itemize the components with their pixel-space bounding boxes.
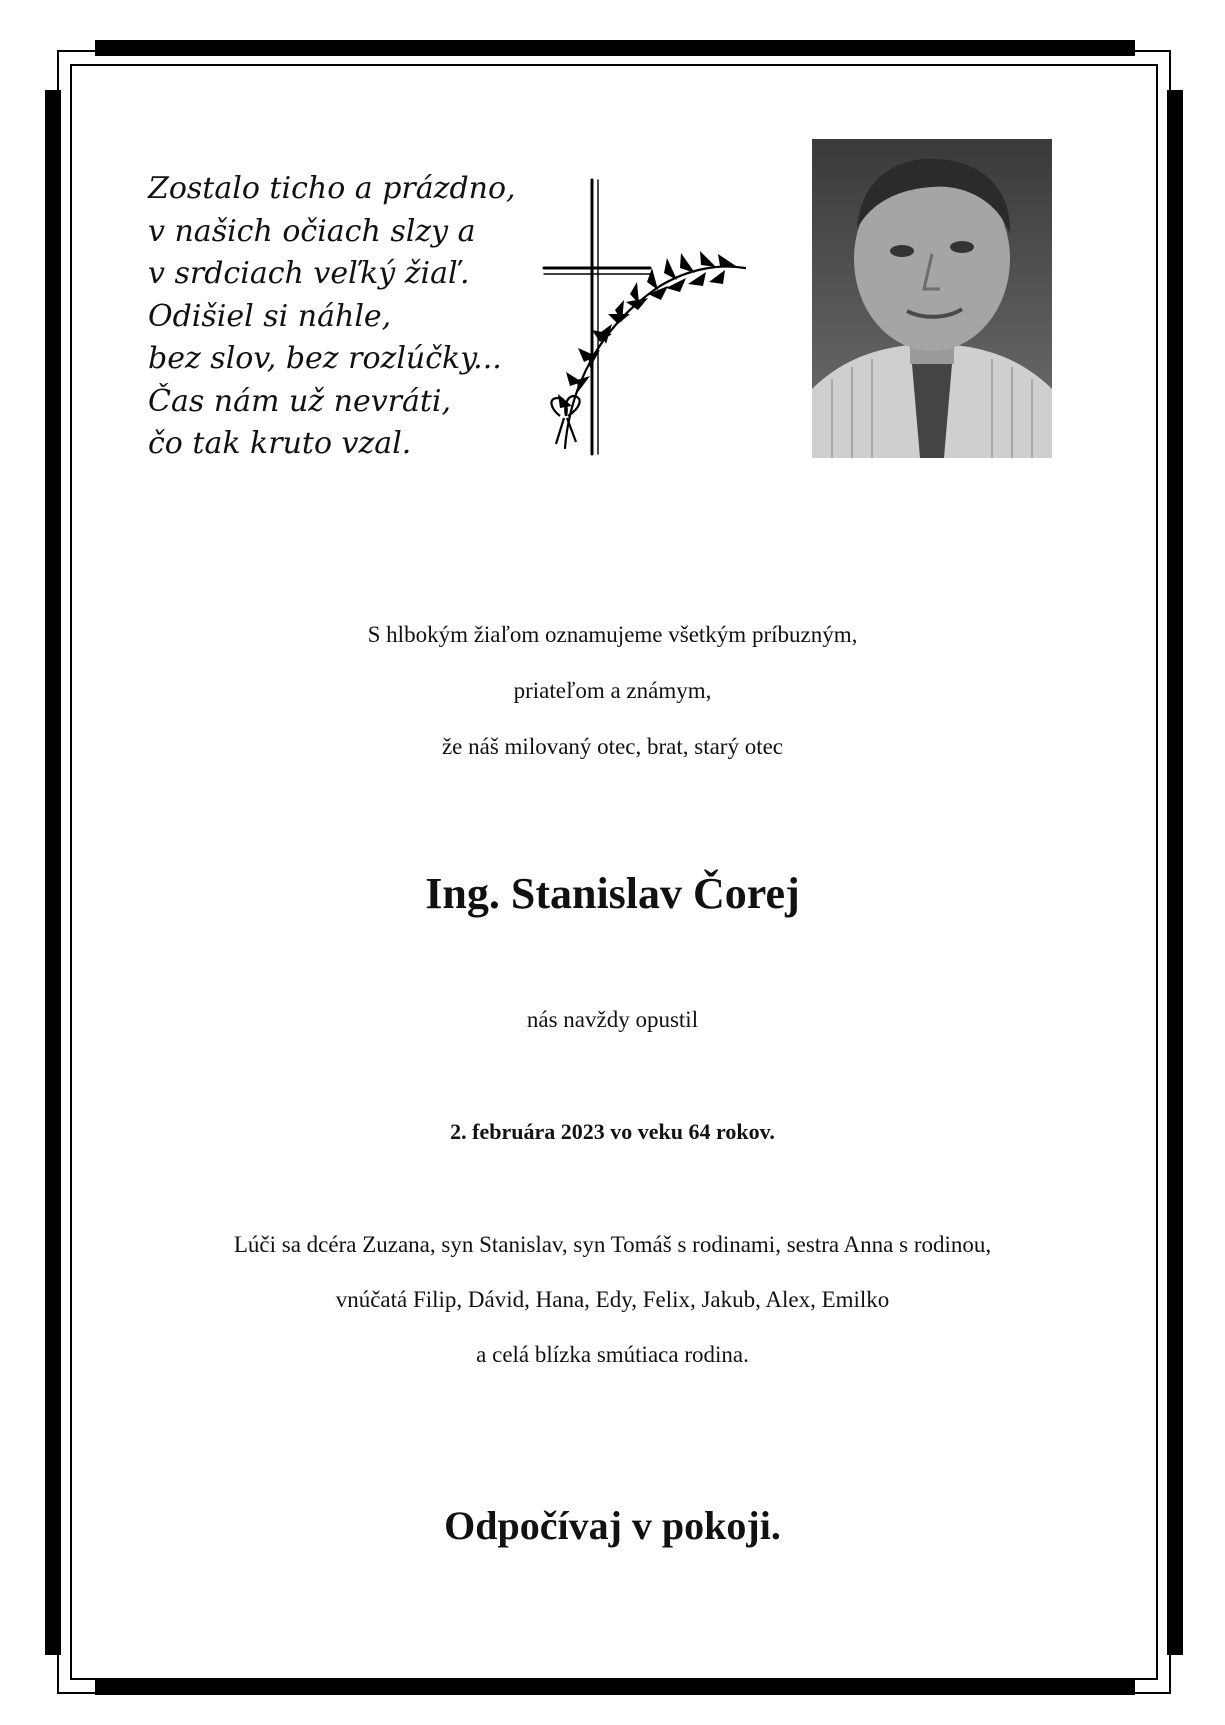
announcement-line: S hlbokým žiaľom oznamujeme všetkým príbuzným,	[367, 622, 858, 647]
poem-line: Odišiel si náhle,	[148, 298, 392, 334]
cross-with-palm-branch-icon	[540, 176, 755, 458]
poem-line: bez slov, bez rozlúčky...	[148, 341, 502, 376]
portrait-photo	[812, 139, 1052, 458]
closing-farewell: Odpočívaj v pokoji.	[444, 1503, 781, 1548]
deceased-name: Ing. Stanislav Čorej	[425, 869, 800, 918]
departure-text: nás navždy opustil	[526, 1007, 699, 1032]
poem-line: Čas nám už nevráti,	[148, 383, 452, 419]
poem-line: v našich očiach slzy a	[148, 213, 476, 249]
poem-line: v srdciach veľký žiaľ.	[148, 256, 470, 291]
date-of-death: 2. februára 2023 vo veku 64 rokov.	[450, 1119, 775, 1144]
mourners-line: Lúči sa dcéra Zuzana, syn Stanislav, syn Tomáš s rodinami, sestra Anna s rodinou,	[233, 1232, 992, 1257]
poem-line: čo tak kruto vzal.	[148, 426, 412, 461]
mourners-line: a celá blízka smútiaca rodina.	[476, 1342, 749, 1367]
poem-line: Zostalo ticho a prázdno,	[148, 171, 516, 206]
memorial-poem	[148, 168, 516, 466]
announcement-line: že náš milovaný otec, brat, starý otec	[441, 734, 784, 759]
announcement-line: priateľom a známym,	[513, 678, 712, 703]
mourners-line: vnúčatá Filip, Dávid, Hana, Edy, Felix, Jakub, Alex, Emilko	[335, 1287, 890, 1312]
